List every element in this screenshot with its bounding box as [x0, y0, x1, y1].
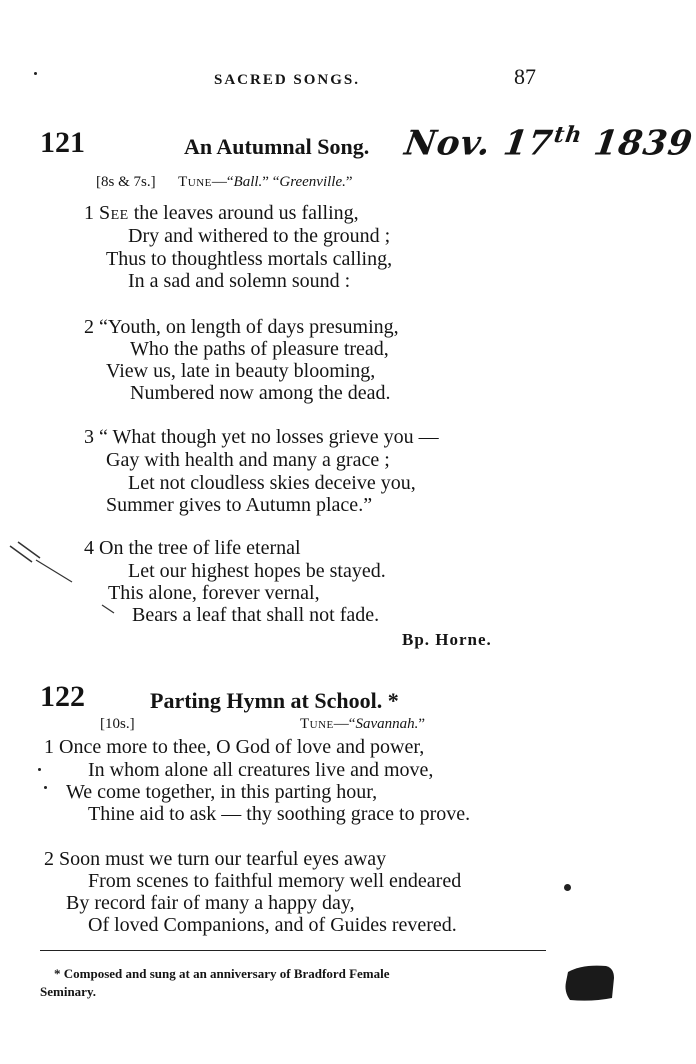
hymn-122-verse-2-line-3: By record fair of many a happy day, — [66, 892, 355, 914]
hymn-121-verse-1-line-2: Dry and withered to the ground ; — [128, 225, 391, 247]
handwritten-date-annotation: Nov. 17th 1839 — [402, 122, 696, 164]
hymn-121-verse-2-line-3: View us, late in beauty blooming, — [106, 360, 376, 382]
hymn-121-verse-2-line-1: 2 “Youth, on length of days presuming, — [84, 316, 399, 338]
ink-speck — [564, 884, 571, 891]
hymn-121-title: An Autumnal Song. — [184, 134, 370, 159]
hymn-121-verse-4-line-2: Let our highest hopes be stayed. — [128, 560, 386, 582]
hymn-122-verse-2-line-1: 2 Soon must we turn our tearful eyes away — [44, 848, 387, 870]
hymn-121-number: 121 — [40, 126, 85, 159]
ink-speck — [44, 786, 47, 789]
hymn-122-verse-1-line-4: Thine aid to ask — thy soothing grace to prove. — [88, 803, 471, 825]
hymn-121-verse-4-line-3: This alone, forever vernal, — [108, 582, 320, 604]
hymn-122-number: 122 — [40, 680, 85, 713]
hymn-122-verse-1-line-1: 1 Once more to thee, O God of love and power, — [44, 736, 425, 758]
page-number: 87 — [514, 64, 536, 89]
hymn-122-verse-2-line-4: Of loved Companions, and of Guides revered. — [88, 914, 457, 936]
hymn-121-verse-1-line-3: Thus to thoughtless mortals calling, — [106, 248, 393, 270]
hymn-121-author: Bp. Horne. — [402, 630, 492, 649]
hymn-122-verse-2-line-2: From scenes to faithful memory well endeared — [88, 870, 462, 892]
footnote-line-2: Seminary. — [40, 984, 96, 999]
hymn-121-verse-3-line-3: Let not cloudless skies deceive you, — [128, 472, 416, 494]
ink-speck — [38, 768, 41, 771]
pencil-margin-marks — [6, 538, 76, 588]
ink-speck — [34, 72, 37, 75]
ink-blot-mark — [562, 962, 618, 1004]
hymn-122-verse-1-line-3: We come together, in this parting hour, — [66, 781, 378, 803]
hymn-122-tune: Tune—“Savannah.” — [300, 716, 426, 732]
hymn-121-verse-4-line-4: Bears a leaf that shall not fade. — [132, 604, 380, 626]
hymn-121-verse-1-line-4: In a sad and solemn sound : — [128, 270, 351, 292]
hymn-121-verse-1-line-1: 1 See the leaves around us falling, — [84, 202, 359, 224]
hymn-121-verse-4-line-1: 4 On the tree of life eternal — [84, 537, 301, 559]
hymn-121-verse-2-line-2: Who the paths of pleasure tread, — [130, 338, 389, 360]
running-title: SACRED SONGS. — [214, 72, 361, 88]
hymn-122-meter: [10s.] — [100, 716, 135, 732]
footnote-rule — [40, 950, 546, 951]
hymn-121-verse-3-line-2: Gay with health and many a grace ; — [106, 449, 390, 471]
hymn-121-verse-3-line-1: 3 “ What though yet no losses grieve you — — [84, 426, 439, 448]
hymn-121-meter: [8s & 7s.] Tune—“Ball.” “Greenville.” — [96, 174, 353, 190]
hymn-122-verse-1-line-2: In whom alone all creatures live and move, — [88, 759, 434, 781]
hymn-121-verse-2-line-4: Numbered now among the dead. — [130, 382, 391, 404]
hymn-121-verse-3-line-4: Summer gives to Autumn place.” — [106, 494, 373, 516]
hymn-122-title: Parting Hymn at School. * — [150, 688, 399, 713]
footnote-line-1: * Composed and sung at an anniversary of Bradford Female — [54, 966, 390, 981]
